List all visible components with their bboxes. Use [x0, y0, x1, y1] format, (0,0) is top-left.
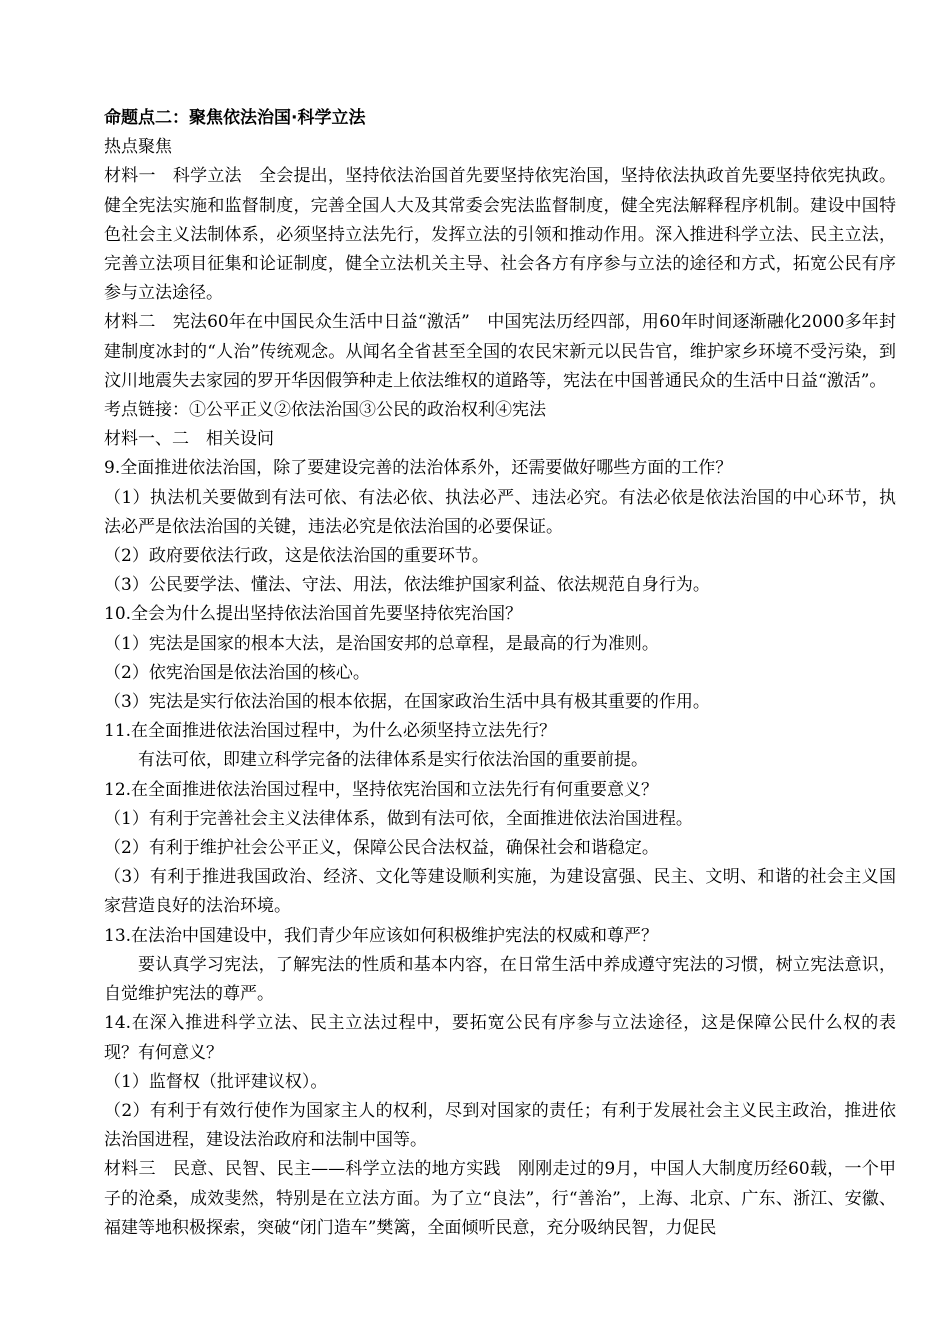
answer-9-2: （2）政府要依法行政，这是依法治国的重要环节。	[104, 546, 489, 567]
question-12: 12.在全面推进依法治国过程中，坚持依宪治国和立法先行有何重要意义？	[104, 779, 659, 800]
material-one: 材料一 科学立法 全会提出，坚持依法治国首先要坚持依宪治国，坚持依法执政首先要坚持依宪执政。健全宪法实施和监督制度，完善全国人大及其常委会宪法监督制度，健全宪法解释程序机制。建设中国特色社会主义法制体系，必须坚持立法先行，发挥立法的引领和推动作用。深入推进科学立法、民主立法，完善立法项目征集和论证制度，健全立法机关主导、社会各方有序参与立法的途径和方式，拓宽公民有序参与立法途径。	[104, 166, 896, 304]
answer-14-1: （1）监督权（批评建议权）。	[104, 1071, 328, 1092]
question-9: 9.全面推进依法治国，除了要建设完善的法治体系外，还需要做好哪些方面的工作？	[104, 458, 733, 479]
answer-10-3: （3）宪法是实行依法治国的根本依据，在国家政治生活中具有极其重要的作用。	[104, 692, 710, 713]
document-page	[104, 104, 896, 1243]
material-three: 材料三 民意、民智、民主——科学立法的地方实践 刚刚走过的9月，中国人大制度历经60载，一个甲子的沧桑，成效斐然，特别是在立法方面。为了立“良法”，行“善治”，上海、北京、广东、浙江、安徽、福建等地积极探索，突破“闭门造车”樊篱，全面倾听民意，充分吸纳民智，力促民	[104, 1159, 896, 1238]
answer-10-1: （1）宪法是国家的根本大法，是治国安邦的总章程，是最高的行为准则。	[104, 633, 659, 654]
answer-10-2: （2）依宪治国是依法治国的核心。	[104, 662, 370, 683]
answer-9-3: （3）公民要学法、懂法、守法、用法，依法维护国家利益、依法规范自身行为。	[104, 575, 710, 596]
answer-13: 要认真学习宪法，了解宪法的性质和基本内容，在日常生活中养成遵守宪法的习惯，树立宪法意识，自觉维护宪法的尊严。	[104, 954, 896, 1005]
question-14: 14.在深入推进科学立法、民主立法过程中，要拓宽公民有序参与立法途径，这是保障公民什么权的表现？有何意义？	[104, 1013, 896, 1063]
answer-9-1: （1）执法机关要做到有法可依、有法必依、执法必严、违法必究。有法必依是依法治国的中心环节，执法必严是依法治国的关键，违法必究是依法治国的必要保证。	[104, 487, 896, 537]
question-11: 11.在全面推进依法治国过程中，为什么必须坚持立法先行？	[104, 721, 557, 742]
related-questions-heading: 材料一、二 相关设问	[104, 429, 274, 450]
question-13: 13.在法治中国建设中，我们青少年应该如何积极维护宪法的权威和尊严？	[104, 925, 659, 946]
answer-12-1: （1）有利于完善社会主义法律体系，做到有法可依，全面推进依法治国进程。	[104, 808, 693, 829]
answer-11: 有法可依，即建立科学完备的法律体系是实行依法治国的重要前提。	[138, 750, 648, 771]
exam-points: 考点链接：①公平正义②依法治国③公民的政治权利④宪法	[104, 400, 546, 421]
section-title: 命题点二：聚焦依法治国·科学立法	[104, 108, 366, 128]
answer-12-2: （2）有利于维护社会公平正义，保障公民合法权益，确保社会和谐稳定。	[104, 838, 659, 859]
material-two: 材料二 宪法60年在中国民众生活中日益“激活” 中国宪法历经四部，用60年时间逐渐融化2000多年封建制度冰封的“人治”传统观念。从闻名全省甚至全国的农民宋新元以民告官，维护家乡环境不受污染，到汶川地震失去家园的罗开华因假笋种走上依法维权的道路等，宪法在中国普通民众的生活中日益“激活”。	[104, 312, 896, 391]
hot-focus-heading: 热点聚焦	[104, 137, 172, 158]
answer-12-3: （3）有利于推进我国政治、经济、文化等建设顺利实施，为建设富强、民主、文明、和谐的社会主义国家营造良好的法治环境。	[104, 867, 896, 917]
answer-14-2: （2）有利于有效行使作为国家主人的权利，尽到对国家的责任；有利于发展社会主义民主政治，推进依法治国进程，建设法治政府和法制中国等。	[104, 1100, 896, 1151]
question-10: 10.全会为什么提出坚持依法治国首先要坚持依宪治国？	[104, 604, 523, 625]
